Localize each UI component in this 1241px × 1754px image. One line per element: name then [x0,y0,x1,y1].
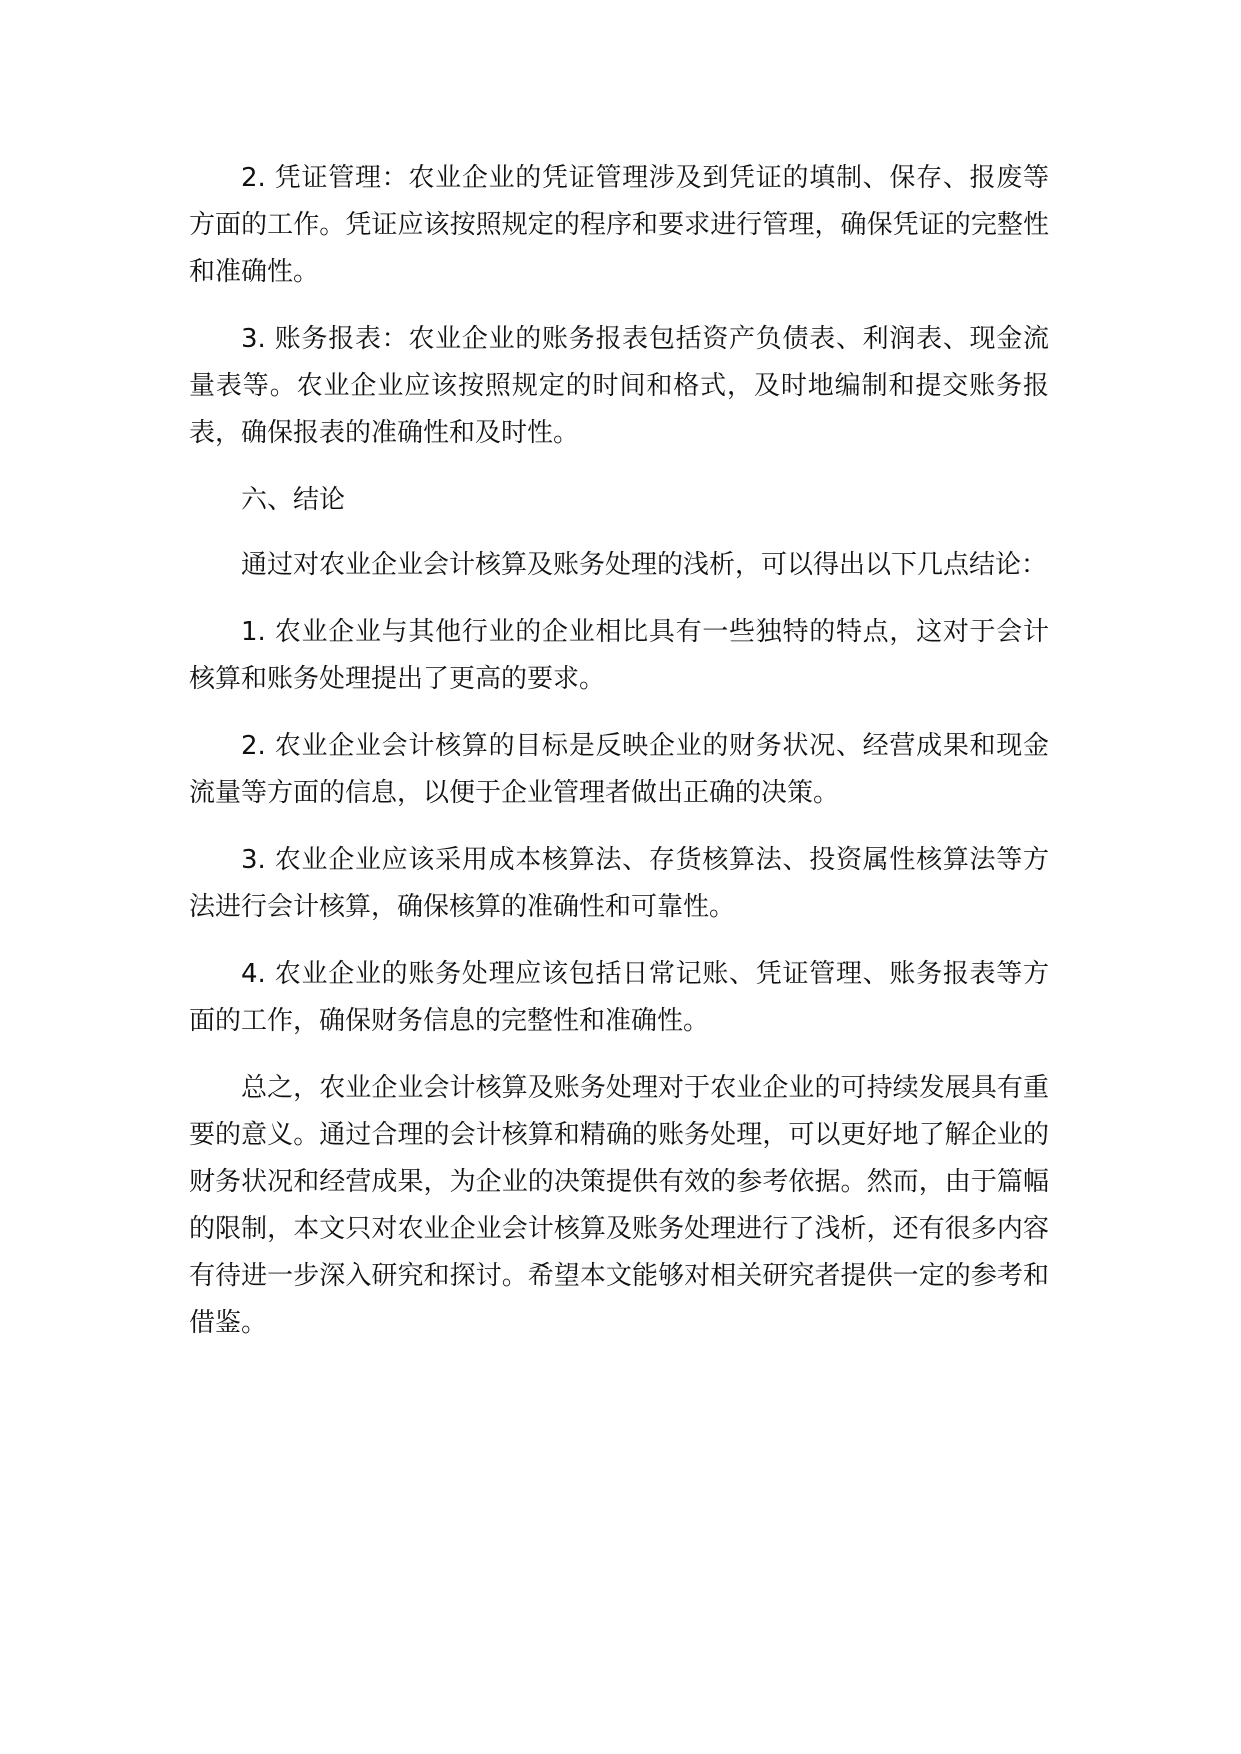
paragraph-voucher-management: 2. 凭证管理：农业企业的凭证管理涉及到凭证的填制、保存、报废等方面的工作。凭证应该按照规定的程序和要求进行管理，确保凭证的完整性和准确性。 [189,163,1049,287]
paragraph-conclusion-point-2: 2. 农业企业会计核算的目标是反映企业的财务状况、经营成果和现金流量等方面的信息，以便于企业管理者做出正确的决策。 [189,731,1049,808]
paragraph-conclusion-intro: 通过对农业企业会计核算及账务处理的浅析，可以得出以下几点结论： [241,550,1048,580]
paragraph-summary: 总之，农业企业会计核算及账务处理对于农业企业的可持续发展具有重要的意义。通过合理的会计核算和精确的账务处理，可以更好地了解企业的财务状况和经营成果，为企业的决策提供有效的参考依据。然而，由于篇幅的限制，本文只对农业企业会计核算及账务处理进行了浅析，还有很多内容有待进一步深入研究和探讨。希望本文能够对相关研究者提供一定的参考和借鉴。 [189,1073,1049,1338]
paragraph-financial-statements: 3. 账务报表：农业企业的账务报表包括资产负债表、利润表、现金流量表等。农业企业应该按照规定的时间和格式，及时地编制和提交账务报表，确保报表的准确性和及时性。 [189,324,1049,448]
paragraph-conclusion-point-1: 1. 农业企业与其他行业的企业相比具有一些独特的特点，这对于会计核算和账务处理提出了更高的要求。 [189,617,1049,694]
paragraph-conclusion-point-3: 3. 农业企业应该采用成本核算法、存货核算法、投资属性核算法等方法进行会计核算，确保核算的准确性和可靠性。 [189,845,1049,922]
section-heading-conclusion: 六、结论 [241,485,346,515]
document-body [189,155,1049,1367]
paragraph-conclusion-point-4: 4. 农业企业的账务处理应该包括日常记账、凭证管理、账务报表等方面的工作，确保财务信息的完整性和准确性。 [189,959,1049,1036]
